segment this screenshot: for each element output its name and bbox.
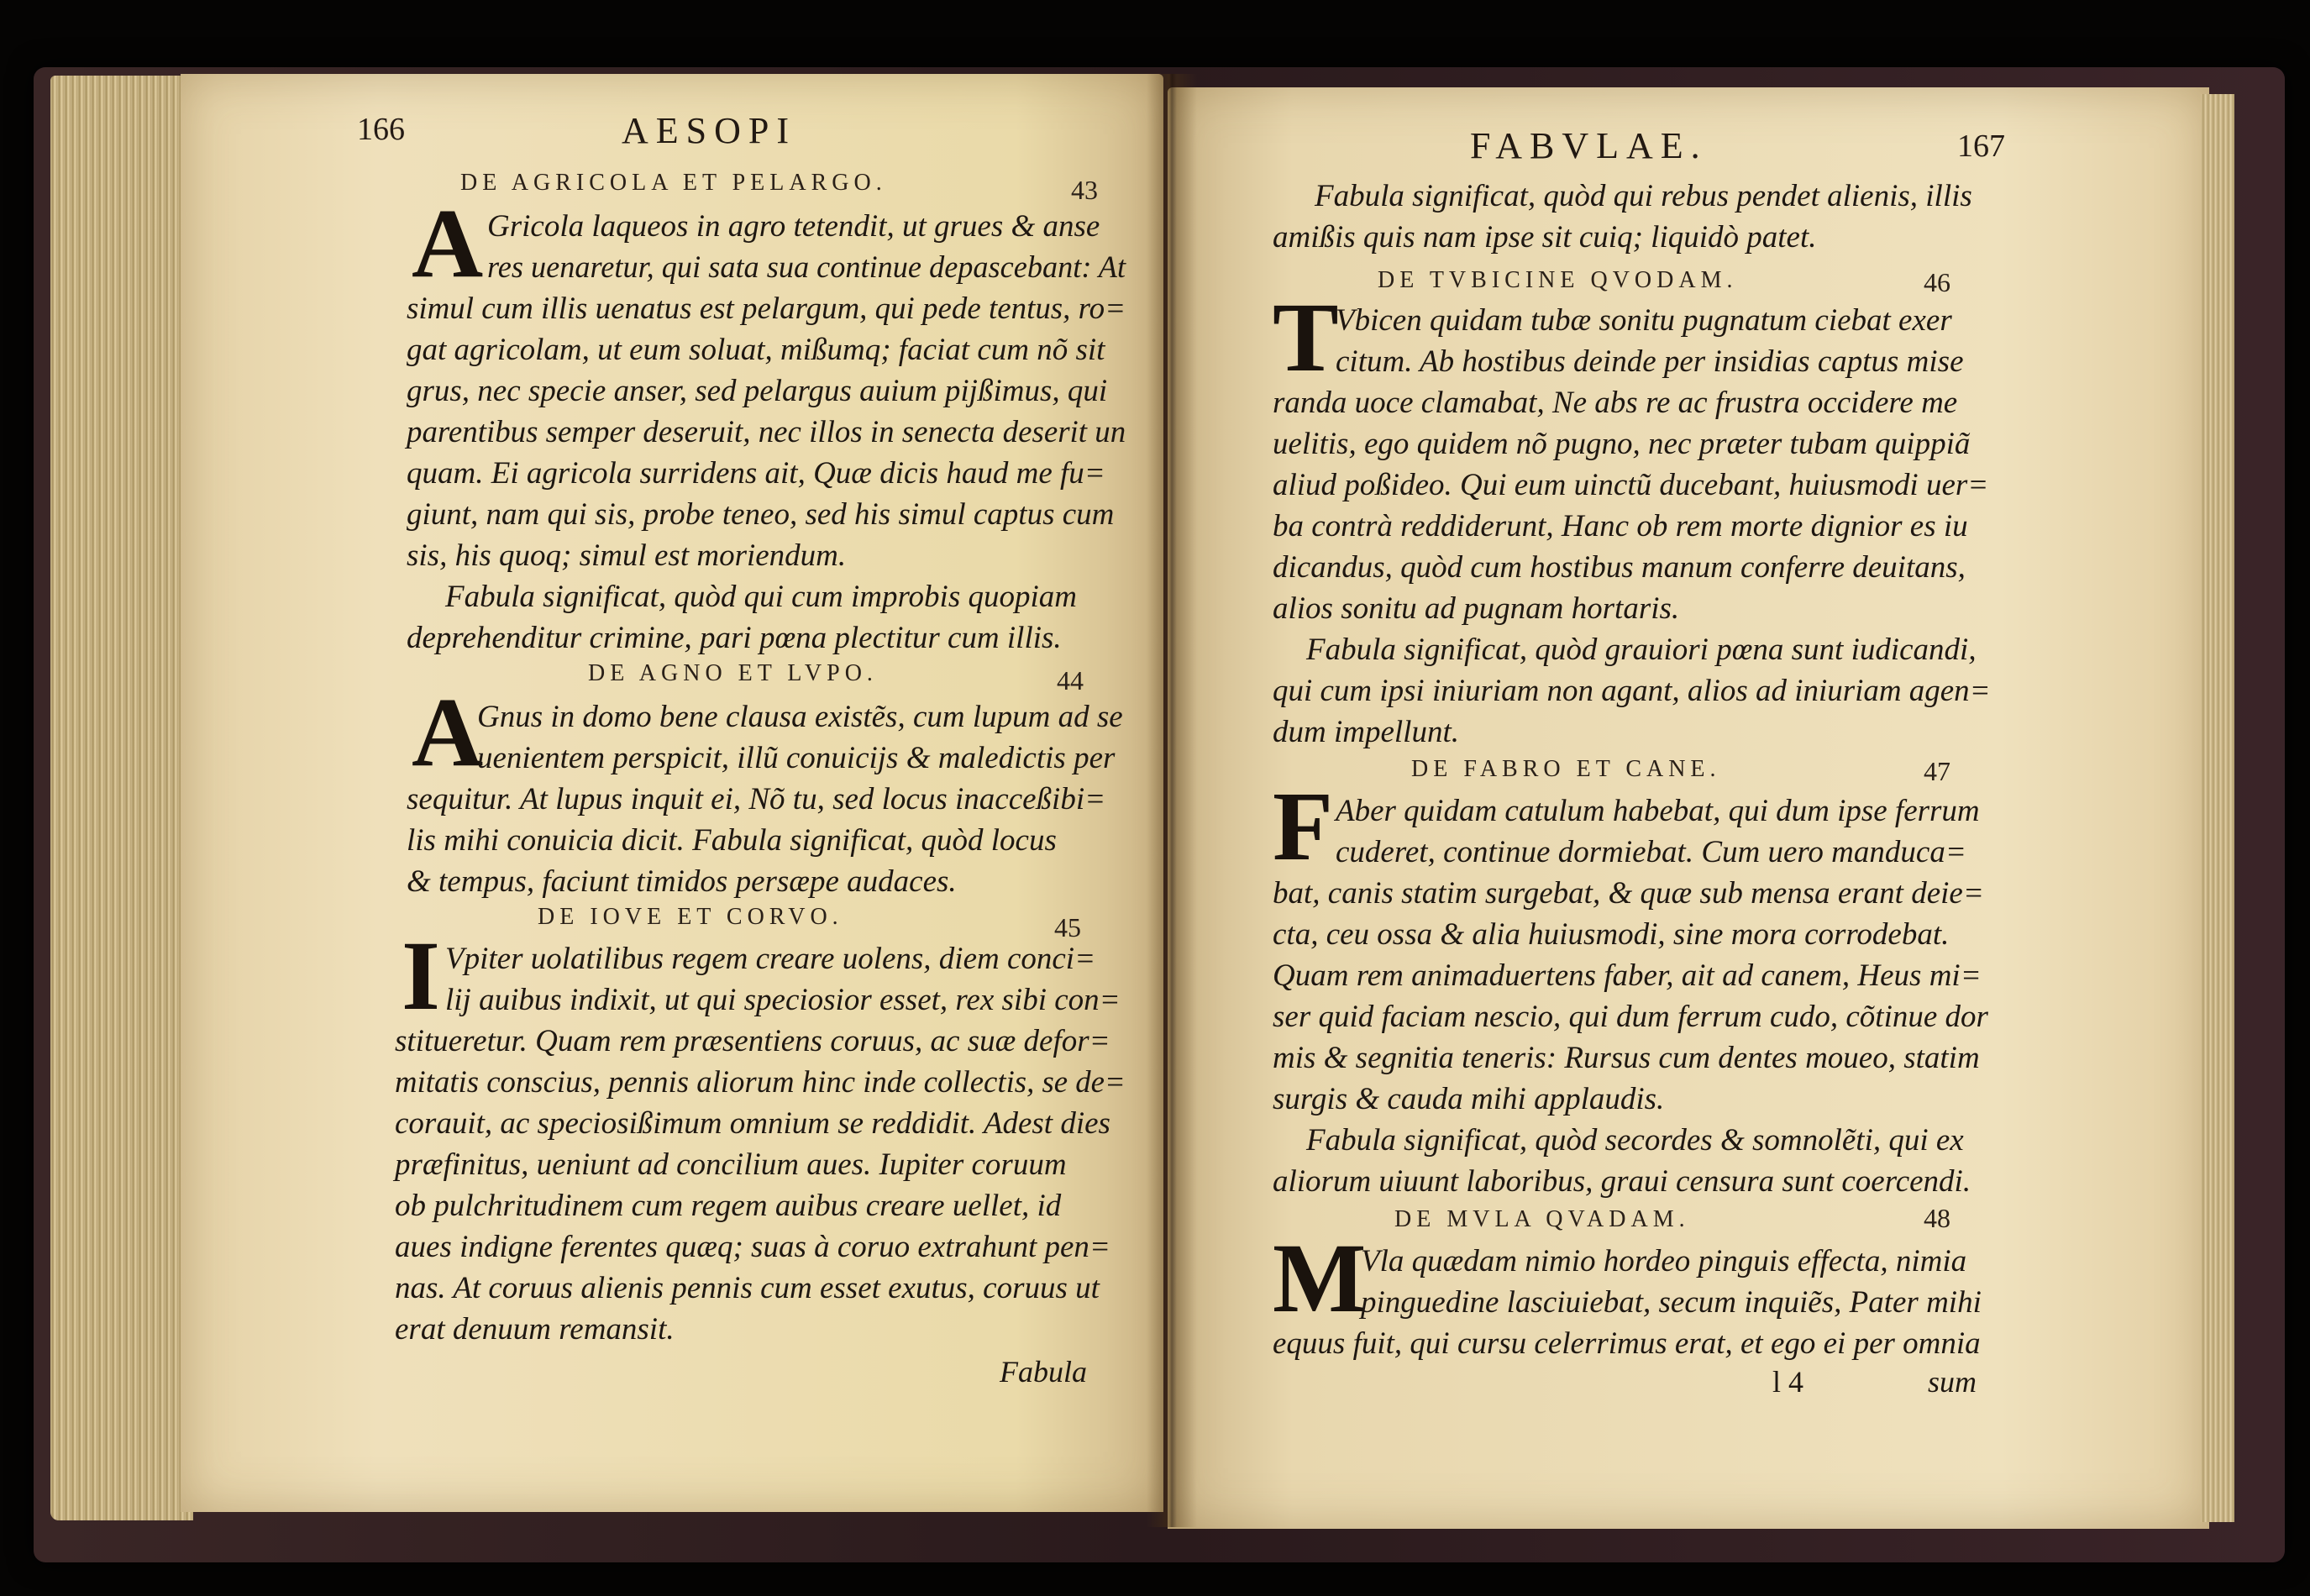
signature-mark: l 4 bbox=[1772, 1365, 1804, 1399]
text-line: Vbicen quidam tubæ sonitu pugnatum ciebat exer bbox=[1336, 303, 1952, 338]
text-line: aliorum uiuunt laboribus, graui censura sunt coercendi. bbox=[1273, 1164, 1971, 1199]
fable-number: 48 bbox=[1924, 1203, 1950, 1233]
dropcap: A bbox=[412, 677, 484, 787]
fable-number: 44 bbox=[1057, 665, 1084, 696]
text-line: erat denuum remansit. bbox=[395, 1312, 675, 1347]
text-line: & tempus, faciunt timidos persæpe audaces. bbox=[407, 864, 957, 899]
text-line: ba contrà reddiderunt, Hanc ob rem morte dignior es iu bbox=[1273, 509, 1968, 543]
text-line: sequitur. At lupus inquit ei, Nõ tu, sed locus inacceßibi= bbox=[407, 782, 1106, 816]
fable-title: DE MVLA QVADAM. bbox=[1394, 1206, 1690, 1232]
text-line: Fabula significat, quòd secordes & somnolẽti, qui ex bbox=[1306, 1123, 1964, 1158]
fable-number: 46 bbox=[1924, 267, 1950, 297]
dropcap: T bbox=[1273, 282, 1339, 392]
fable-number: 45 bbox=[1054, 912, 1081, 942]
text-line: Fabula significat, quòd qui rebus pendet alienis, illis bbox=[1315, 179, 1972, 213]
text-line: Gricola laqueos in agro tetendit, ut grues & anse bbox=[487, 209, 1100, 244]
fable-title: DE AGRICOLA ET PELARGO. bbox=[460, 170, 887, 196]
fable-number: 47 bbox=[1924, 756, 1950, 786]
text-line: nas. At coruus alienis pennis cum esset exutus, coruus ut bbox=[395, 1271, 1100, 1305]
text-line: ser quid faciam nescio, qui dum ferrum cudo, cõtinue dor bbox=[1273, 1000, 1988, 1034]
catchword: sum bbox=[1928, 1365, 1977, 1399]
fable-number: 43 bbox=[1071, 175, 1098, 205]
text-line: surgis & cauda mihi applaudis. bbox=[1273, 1082, 1665, 1116]
text-line: lij auibus indixit, ut qui speciosior esset, rex sibi con= bbox=[445, 983, 1121, 1017]
text-line: mitatis conscius, pennis aliorum hinc inde collectis, se de= bbox=[395, 1065, 1126, 1100]
text-line: Fabula significat, quòd grauiori pœna sunt iudicandi, bbox=[1306, 633, 1977, 667]
text-line: alios sonitu ad pugnam hortaris. bbox=[1273, 591, 1680, 626]
dropcap: F bbox=[1273, 771, 1334, 881]
text-line: aliud poßideo. Qui eum uinctũ ducebant, huiusmodi uer= bbox=[1273, 468, 1989, 502]
text-line: Vpiter uolatilibus regem creare uolens, diem conci= bbox=[445, 942, 1096, 976]
fable-title: DE AGNO ET LVPO. bbox=[588, 660, 878, 686]
text-line: cuderet, continue dormiebat. Cum uero manduca= bbox=[1336, 835, 1966, 869]
text-line: Aber quidam catulum habebat, qui dum ipse ferrum bbox=[1336, 794, 1980, 828]
page-number-left: 166 bbox=[357, 112, 405, 147]
text-line: gat agricolam, ut eum soluat, mißumq; faciat cum nõ sit bbox=[407, 333, 1105, 367]
running-head-left: AESOPI bbox=[622, 110, 797, 151]
fable-title: DE FABRO ET CANE. bbox=[1411, 756, 1721, 782]
text-line: aues indigne ferentes quæq; suas à coruo extrahunt pen= bbox=[395, 1230, 1110, 1264]
text-line: res uenaretur, qui sata sua continue depascebant: At bbox=[487, 250, 1126, 285]
text-line: quam. Ei agricola surridens ait, Quæ dicis haud me fu= bbox=[407, 456, 1105, 491]
text-line: parentibus semper deseruit, nec illos in senecta deserit un bbox=[407, 415, 1126, 449]
page-edges-right bbox=[2201, 94, 2234, 1522]
text-line: stitueretur. Quam rem præsentiens coruus, ac suæ defor= bbox=[395, 1024, 1110, 1058]
text-line: simul cum illis uenatus est pelargum, qui pede tentus, ro= bbox=[407, 291, 1126, 326]
text-line: grus, nec specie anser, sed pelargus auium pijßimus, qui bbox=[407, 374, 1108, 408]
text-line: equus fuit, qui cursu celerrimus erat, et ego ei per omnia bbox=[1273, 1326, 1981, 1361]
text-line: citum. Ab hostibus deinde per insidias captus mise bbox=[1336, 344, 1964, 379]
dropcap: A bbox=[412, 188, 484, 298]
text-line: dum impellunt. bbox=[1273, 715, 1459, 749]
page-edges-left bbox=[50, 76, 193, 1520]
dropcap: I bbox=[402, 921, 440, 1031]
running-head-right: FABVLAE. bbox=[1470, 125, 1708, 166]
text-line: Fabula significat, quòd qui cum improbis quopiam bbox=[445, 580, 1077, 614]
text-line: præfinitus, ueniunt ad concilium aues. Iupiter coruum bbox=[395, 1147, 1067, 1182]
page-number-right: 167 bbox=[1957, 129, 2005, 164]
text-line: Quam rem animaduertens faber, ait ad canem, Heus mi= bbox=[1273, 958, 1982, 993]
book-gutter bbox=[1147, 74, 1197, 1527]
text-line: sis, his quoq; simul est moriendum. bbox=[407, 538, 847, 573]
fable-title: DE IOVE ET CORVO. bbox=[538, 904, 843, 930]
dropcap: M bbox=[1273, 1223, 1367, 1333]
fable-title: DE TVBICINE QVODAM. bbox=[1378, 267, 1738, 293]
text-line: uelitis, ego quidem nõ pugno, nec præter tubam quippiã bbox=[1273, 427, 1971, 461]
text-line: Gnus in domo bene clausa existẽs, cum lupum ad se bbox=[477, 700, 1123, 734]
text-line: uenientem perspicit, illũ conuicijs & maledictis per bbox=[477, 741, 1116, 775]
text-line: mis & segnitia teneris: Rursus cum dentes moueo, statim bbox=[1273, 1041, 1980, 1075]
text-line: dicandus, quòd cum hostibus manum conferre deuitans, bbox=[1273, 550, 1966, 585]
text-line: ob pulchritudinem cum regem auibus creare uellet, id bbox=[395, 1189, 1062, 1223]
text-line: cta, ceu ossa & alia huiusmodi, sine mora corrodebat. bbox=[1273, 917, 1950, 952]
text-line: deprehenditur crimine, pari pœna plectitur cum illis. bbox=[407, 621, 1062, 655]
text-line: giunt, nam qui sis, probe teneo, sed his simul captus cum bbox=[407, 497, 1115, 532]
text-line: lis mihi conuicia dicit. Fabula significat, quòd locus bbox=[407, 823, 1057, 858]
catchword: Fabula bbox=[1000, 1355, 1087, 1389]
text-line: pinguedine lasciuiebat, secum inquiẽs, Pater mihi bbox=[1361, 1285, 1982, 1320]
text-line: qui cum ipsi iniuriam non agant, alios ad iniuriam agen= bbox=[1273, 674, 1991, 708]
text-line: Vla quædam nimio hordeo pinguis effecta, nimia bbox=[1361, 1244, 1967, 1278]
text-line: amißis quis nam ipse sit cuiq; liquidò patet. bbox=[1273, 220, 1817, 255]
text-line: bat, canis statim surgebat, & quæ sub mensa erant deie= bbox=[1273, 876, 1984, 911]
text-line: randa uoce clamabat, Ne abs re ac frustra occidere me bbox=[1273, 386, 1958, 420]
text-line: corauit, ac speciosißimum omnium se reddidit. Adest dies bbox=[395, 1106, 1110, 1141]
